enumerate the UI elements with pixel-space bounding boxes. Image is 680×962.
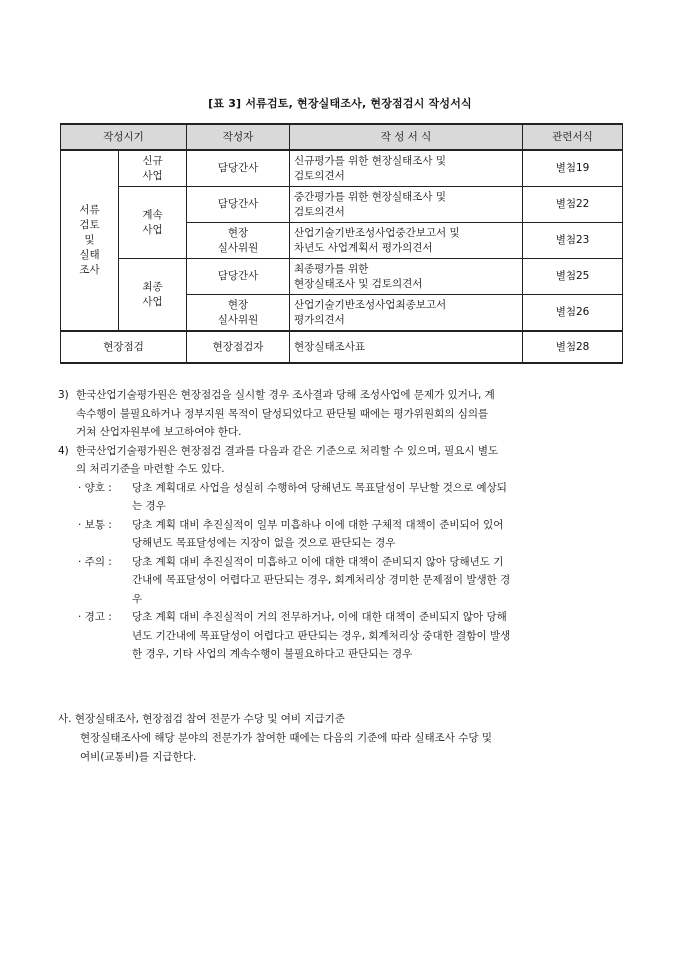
table-caption: [표 3] 서류검토, 현장실태조사, 현장점검시 작성서식: [208, 97, 472, 110]
form-cell: 중간평가를 위한 현장실태조사 및 검토의견서: [290, 187, 523, 223]
form-cell: 신규평가를 위한 현장실태조사 및 검토의견서: [290, 150, 523, 187]
grade-normal: · 보통 : 당초 계획 대비 추진실적이 일부 미흡하나 이에 대한 구체적 대책이 준비되어 있어 당해년도 목표달성에는 지장이 없을 것으로 판단되는 경우: [78, 518, 504, 549]
table-row: [61, 150, 623, 187]
grade-good: · 양호 : 당초 계획대로 사업을 성실히 수행하여 당해년도 목표달성이 무난할 것으로 예상되 는 경우: [78, 481, 507, 512]
ref-cell: 별첨19: [523, 150, 623, 187]
notes-block: [58, 386, 624, 664]
form-cell: 최종평가를 위한 현장실태조사 및 검토의견서: [290, 259, 523, 295]
sub-period-final: 최종 사업: [119, 259, 187, 332]
grade-caution: · 주의 : 당초 계획 대비 추진실적이 미흡하고 이에 대한 대책이 준비되지 않아 당해년도 기 간내에 목표달성이 어렵다고 판단되는 경우, 회계처리상 경미한 문제점이 발생한 경 우: [78, 555, 511, 605]
forms-table: [60, 123, 623, 364]
sub-period-continuing: 계속 사업: [119, 187, 187, 259]
ref-cell: 별첨22: [523, 187, 623, 223]
writer-cell: 현장 실사위원: [187, 223, 290, 259]
period-onsite-check: 현장점검: [61, 331, 187, 363]
ref-cell: 별첨26: [523, 295, 623, 332]
header-ref: 관련서식: [523, 124, 623, 150]
ref-cell: 별첨25: [523, 259, 623, 295]
writer-cell: 담당간사: [187, 187, 290, 223]
form-cell: 현장실태조사표: [290, 331, 523, 363]
grade-warning: · 경고 : 당초 계획 대비 추진실적이 거의 전무하거나, 이에 대한 대책이 준비되지 않아 당해 년도 기간내에 목표달성이 어렵다고 판단되는 경우, 회계처리상 중대한 결함이 발생 한 경우, 기타 사업의 계속수행이 불필요하다고 판단되는 경우: [78, 611, 511, 660]
group-label: 서류 검토 및 실태 조사: [61, 150, 119, 331]
writer-cell: 현장점검자: [187, 331, 290, 363]
table-row: [61, 187, 623, 223]
writer-cell: 담당간사: [187, 259, 290, 295]
header-period: 작성시기: [61, 124, 187, 150]
section-body-line: 현장실태조사에 해당 분야의 전문가가 참여한 때에는 다음의 기준에 따라 실태조사 수당 및: [80, 732, 493, 744]
section-heading: 사. 현장실태조사, 현장점검 참여 전문가 수당 및 여비 지급기준: [58, 713, 345, 725]
section-expert-allowance: [58, 710, 624, 767]
note-3: 3) 한국산업기술평가원은 현장점검을 실시할 경우 조사결과 당해 조성사업에 문제가 있거나, 계 속수행이 불필요하거나 정부지원 목적이 달성되었다고 판단될 때에는 평가위원회의 심의를 거쳐 산업자원부에 보고하여야 한다.: [58, 389, 495, 438]
table-row: [61, 259, 623, 295]
note-4: 4) 한국산업기술평가원은 현장점검 결과를 다음과 같은 기준으로 처리할 수 있으며, 필요시 별도 의 처리기준을 마련할 수도 있다.: [58, 444, 499, 475]
ref-cell: 별첨23: [523, 223, 623, 259]
form-cell: 산업기술기반조성사업중간보고서 및 차년도 사업계획서 평가의견서: [290, 223, 523, 259]
sub-period-new: 신규 사업: [119, 150, 187, 187]
writer-cell: 담당간사: [187, 150, 290, 187]
table-row: [61, 331, 623, 363]
section-body-line: 여비(교통비)를 지급한다.: [80, 751, 197, 763]
ref-cell: 별첨28: [523, 331, 623, 363]
writer-cell: 현장 실사위원: [187, 295, 290, 332]
header-form: 작 성 서 식: [290, 124, 523, 150]
header-writer: 작성자: [187, 124, 290, 150]
table-header-row: [61, 124, 623, 150]
form-cell: 산업기술기반조성사업최종보고서 평가의견서: [290, 295, 523, 332]
